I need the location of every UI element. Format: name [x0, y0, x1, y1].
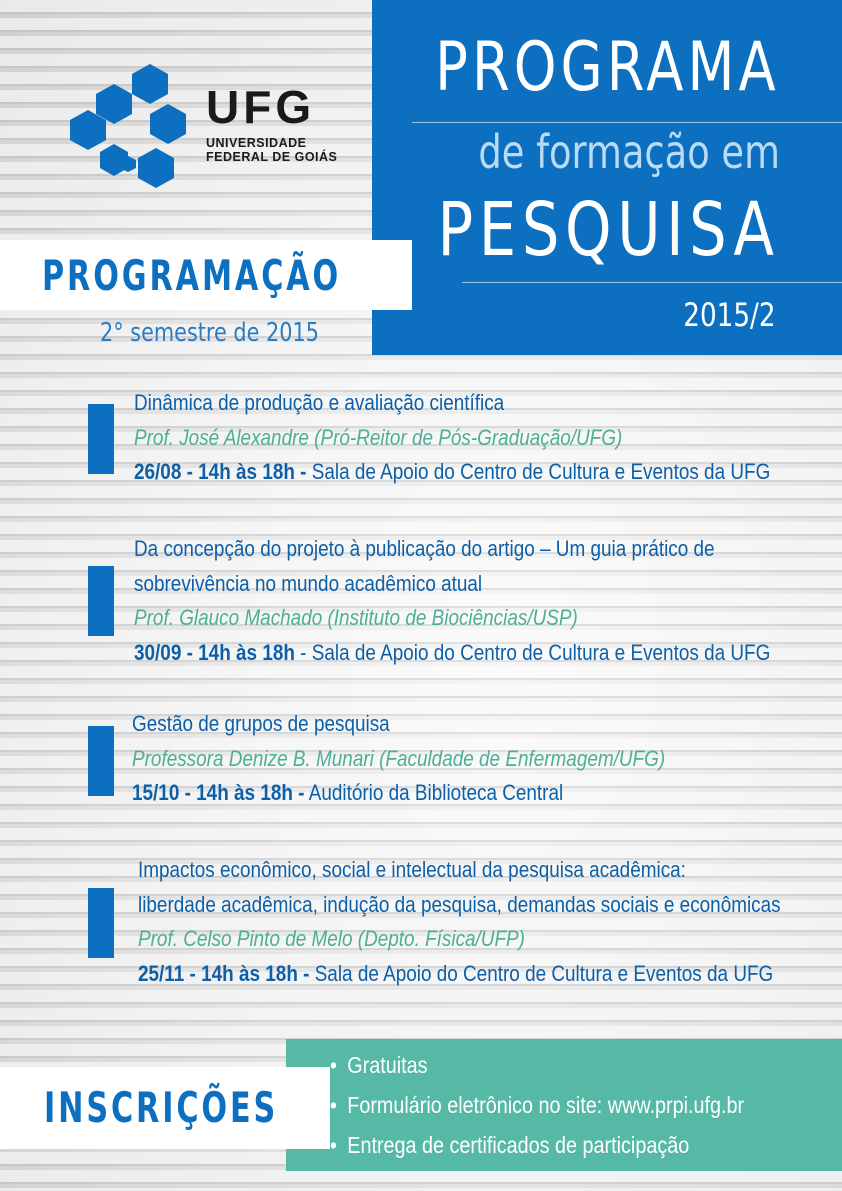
- event-4-bar: [88, 888, 114, 958]
- event-1-date: 26/08 - 14h às 18h -: [134, 459, 307, 484]
- event-1-title: Dinâmica de produção e avaliação científica: [134, 390, 505, 415]
- event-2-when: [134, 636, 770, 671]
- event-4: [138, 853, 781, 991]
- title-panel: [372, 0, 842, 355]
- event-4-location: Sala de Apoio do Centro de Cultura e Eventos da UFG: [309, 960, 774, 986]
- event-3-location: Auditório da Biblioteca Central: [304, 780, 564, 805]
- event-4-title-line2: liberdade acadêmica, indução da pesquisa, demandas sociais e econômicas: [138, 891, 781, 917]
- hexagon-logo-icon: [68, 62, 198, 192]
- inscricoes-title: INSCRIÇÕES: [44, 1083, 279, 1132]
- event-1-bar: [88, 404, 114, 474]
- event-4-when: [138, 957, 781, 992]
- inscricoes-item-gratuitas: • Gratuitas: [330, 1045, 744, 1085]
- event-1: [134, 386, 770, 490]
- title-formacao: de formação em: [478, 125, 780, 179]
- ufg-logo: [68, 62, 338, 192]
- event-4-speaker: Prof. Celso Pinto de Melo (Depto. Física/UFP): [138, 926, 525, 951]
- logo-acronym: UFG: [206, 81, 316, 133]
- inscricoes-list: [330, 1045, 744, 1165]
- event-1-location: Sala de Apoio do Centro de Cultura e Eventos da UFG: [306, 459, 771, 484]
- event-3: [132, 707, 665, 811]
- title-year: 2015/2: [683, 296, 776, 334]
- logo-line1: UNIVERSIDADE: [206, 136, 307, 150]
- event-4-date: 25/11 - 14h às 18h -: [138, 960, 310, 986]
- event-2-location: - Sala de Apoio do Centro de Cultura e Eventos da UFG: [294, 639, 771, 665]
- programacao-title: PROGRAMAÇÃO: [42, 251, 342, 300]
- event-2-bar: [88, 566, 114, 636]
- logo-text: [206, 81, 338, 164]
- event-3-bar: [88, 726, 114, 796]
- event-1-speaker: Prof. José Alexandre (Pró-Reitor de Pós-Graduação/UFG): [134, 424, 623, 450]
- inscricoes-item-certificados: • Entrega de certificados de participação: [330, 1125, 744, 1165]
- semester-label: 2° semestre de 2015: [100, 318, 319, 348]
- event-3-title: Gestão de grupos de pesquisa: [132, 711, 390, 736]
- title-divider: [412, 122, 842, 123]
- title-programa: PROGRAMA: [435, 28, 780, 107]
- event-2-date: 30/09 - 14h às 18h: [134, 639, 295, 665]
- event-4-title-line1: Impactos econômico, social e intelectual da pesquisa acadêmica:: [138, 857, 686, 882]
- event-2-title-line1: Da concepção do projeto à publicação do artigo – Um guia prático de: [134, 536, 715, 561]
- event-1-when: [134, 455, 770, 490]
- event-3-when: [132, 776, 665, 811]
- title-pesquisa: PESQUISA: [437, 187, 780, 273]
- event-2-title-line2: sobrevivência no mundo acadêmico atual: [134, 570, 483, 596]
- event-2: [134, 532, 770, 670]
- event-3-speaker: Professora Denize B. Munari (Faculdade de Enfermagem/UFG): [132, 745, 666, 771]
- title-divider-2: [462, 282, 842, 283]
- logo-line2: FEDERAL DE GOIÁS: [206, 150, 338, 164]
- inscricoes-item-formulario: • Formulário eletrônico no site: www.prpi.ufg.br: [330, 1085, 744, 1125]
- event-3-date: 15/10 - 14h às 18h -: [132, 780, 305, 805]
- event-2-speaker: Prof. Glauco Machado (Instituto de Biociências/USP): [134, 605, 578, 630]
